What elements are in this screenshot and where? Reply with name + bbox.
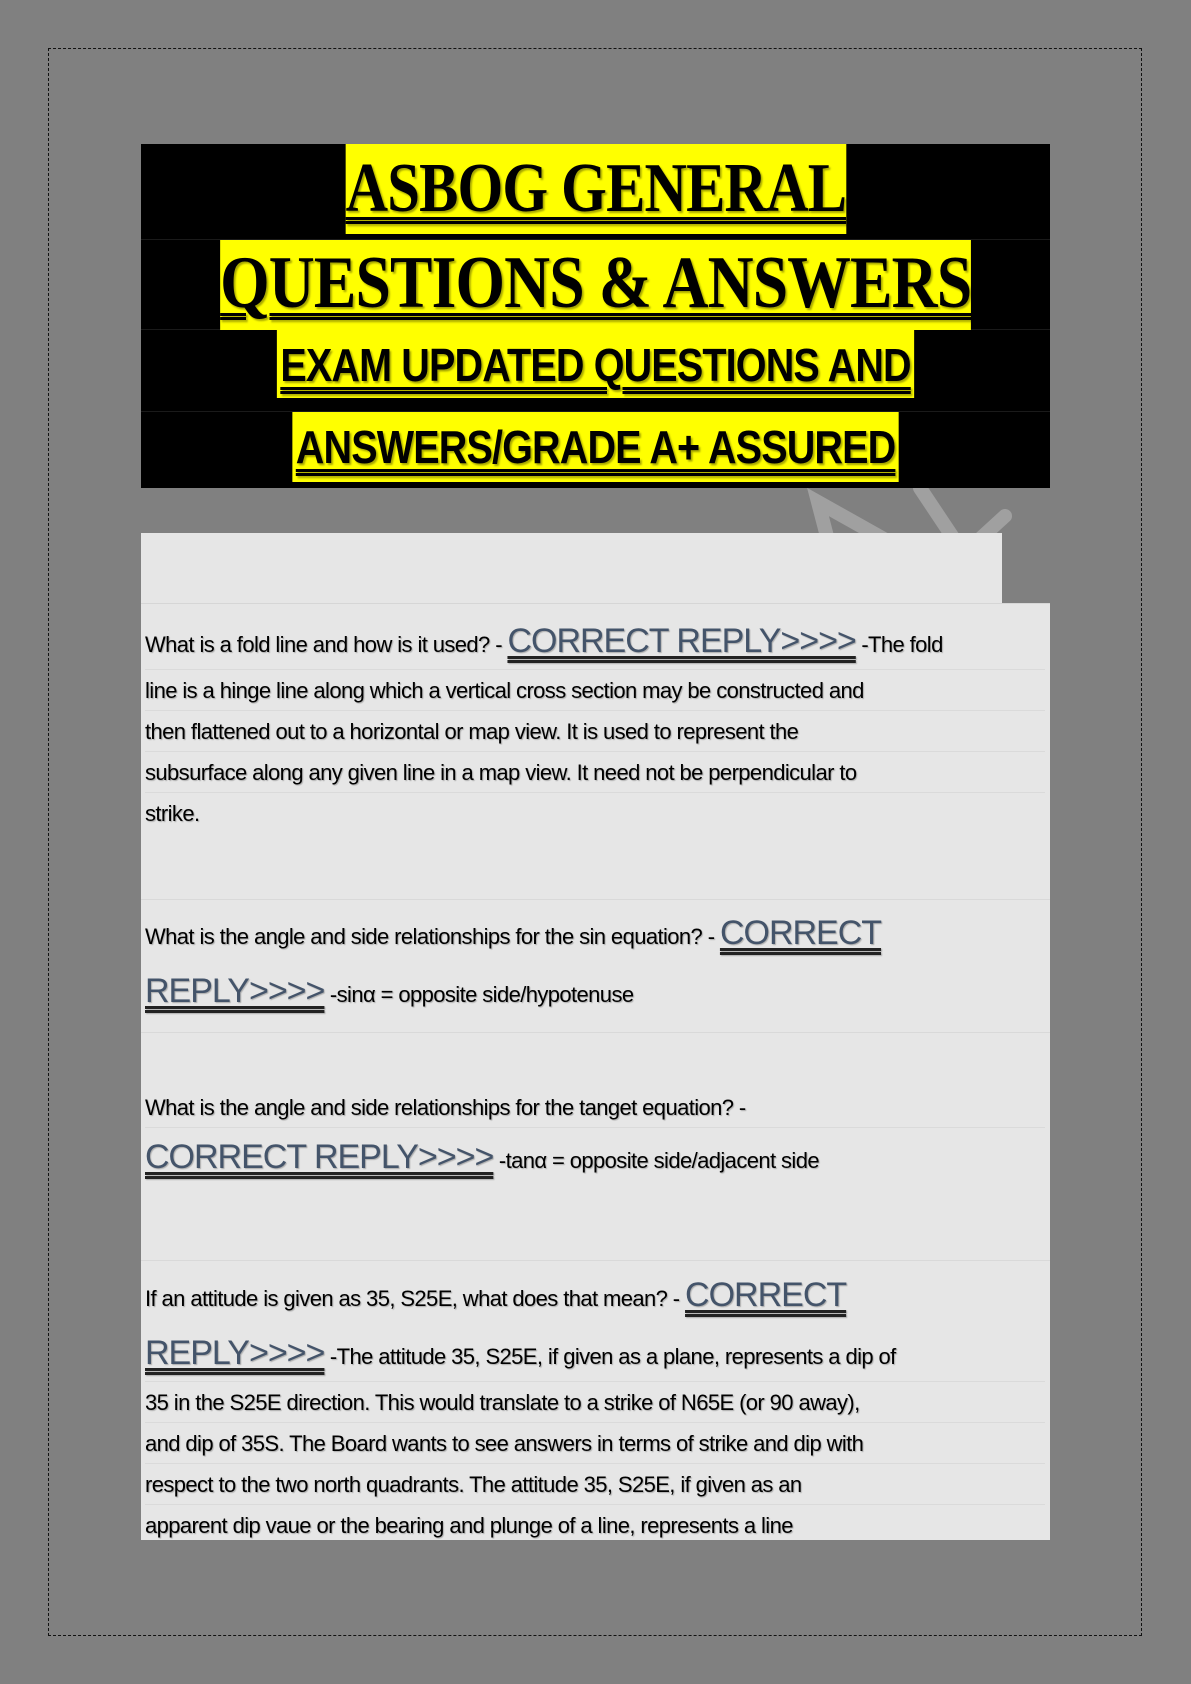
answer-line: 35 in the S25E direction. This would translate to a strike of N65E (or 90 away),	[145, 1382, 1045, 1423]
title-line-3: EXAM UPDATED QUESTIONS AND	[277, 330, 914, 398]
title-row-1	[141, 144, 1050, 240]
question-text: What is the angle and side relationships for the sin equation? -	[145, 924, 715, 949]
qa-item	[145, 1087, 1045, 1186]
title-row-3	[141, 330, 1050, 412]
question-text: What is the angle and side relationships for the tanget equation? -	[145, 1095, 746, 1120]
answer-line: then flattened out to a horizontal or map view. It is used to represent the	[145, 711, 1045, 752]
qa-question-line	[145, 904, 1045, 962]
title-row-4	[141, 412, 1050, 488]
answer-text: -tanα = opposite side/adjacent side	[498, 1148, 819, 1173]
qa-answer-line	[145, 962, 1045, 1020]
answer-line: subsurface along any given line in a map view. It need not be perpendicular to	[145, 752, 1045, 793]
title-line-2: QUESTIONS & ANSWERS	[220, 240, 971, 330]
title-line-1: ASBOG GENERAL	[345, 144, 845, 234]
qa-content	[141, 603, 1050, 1540]
qa-answer-line	[145, 1324, 1045, 1382]
answer-line: apparent dip vaue or the bearing and plunge of a line, represents a line	[145, 1513, 793, 1538]
answer-text: -The fold	[861, 632, 943, 657]
title-line-4: ANSWERS/GRADE A+ ASSURED	[292, 412, 898, 482]
divider	[141, 1032, 1050, 1033]
answer-line: line is a hinge line along which a vertical cross section may be constructed and	[145, 670, 1045, 711]
qa-item	[145, 904, 1045, 1020]
question-text: What is a fold line and how is it used? -	[145, 632, 502, 657]
answer-text: -The attitude 35, S25E, if given as a plane, represents a dip of	[329, 1344, 896, 1369]
correct-reply-link[interactable]: CORRECT REPLY>>>>	[145, 1138, 494, 1176]
divider	[141, 1260, 1050, 1261]
qa-question-line	[145, 1266, 1045, 1324]
qa-answer-line	[145, 1128, 1045, 1186]
answer-line: respect to the two north quadrants. The attitude 35, S25E, if given as an	[145, 1464, 1045, 1505]
correct-reply-link-part1[interactable]: CORRECT	[719, 914, 882, 952]
content-header-space	[141, 533, 1002, 603]
qa-question-line	[145, 1087, 1045, 1128]
answer-text: -sinα = opposite side/hypotenuse	[329, 982, 634, 1007]
qa-question-line	[145, 612, 1045, 670]
correct-reply-link-part2[interactable]: REPLY>>>>	[145, 1334, 325, 1372]
divider	[141, 899, 1050, 900]
correct-reply-link[interactable]: CORRECT REPLY>>>>	[507, 622, 856, 660]
question-text: If an attitude is given as 35, S25E, what does that mean? -	[145, 1286, 680, 1311]
qa-item	[145, 1266, 1045, 1546]
title-row-2	[141, 240, 1050, 330]
correct-reply-link-part1[interactable]: CORRECT	[685, 1276, 847, 1314]
correct-reply-link-part2[interactable]: REPLY>>>>	[145, 972, 325, 1010]
qa-item	[145, 612, 1045, 834]
title-banner	[141, 144, 1050, 488]
answer-line: and dip of 35S. The Board wants to see answers in terms of strike and dip with	[145, 1423, 1045, 1464]
answer-line: strike.	[145, 801, 200, 826]
